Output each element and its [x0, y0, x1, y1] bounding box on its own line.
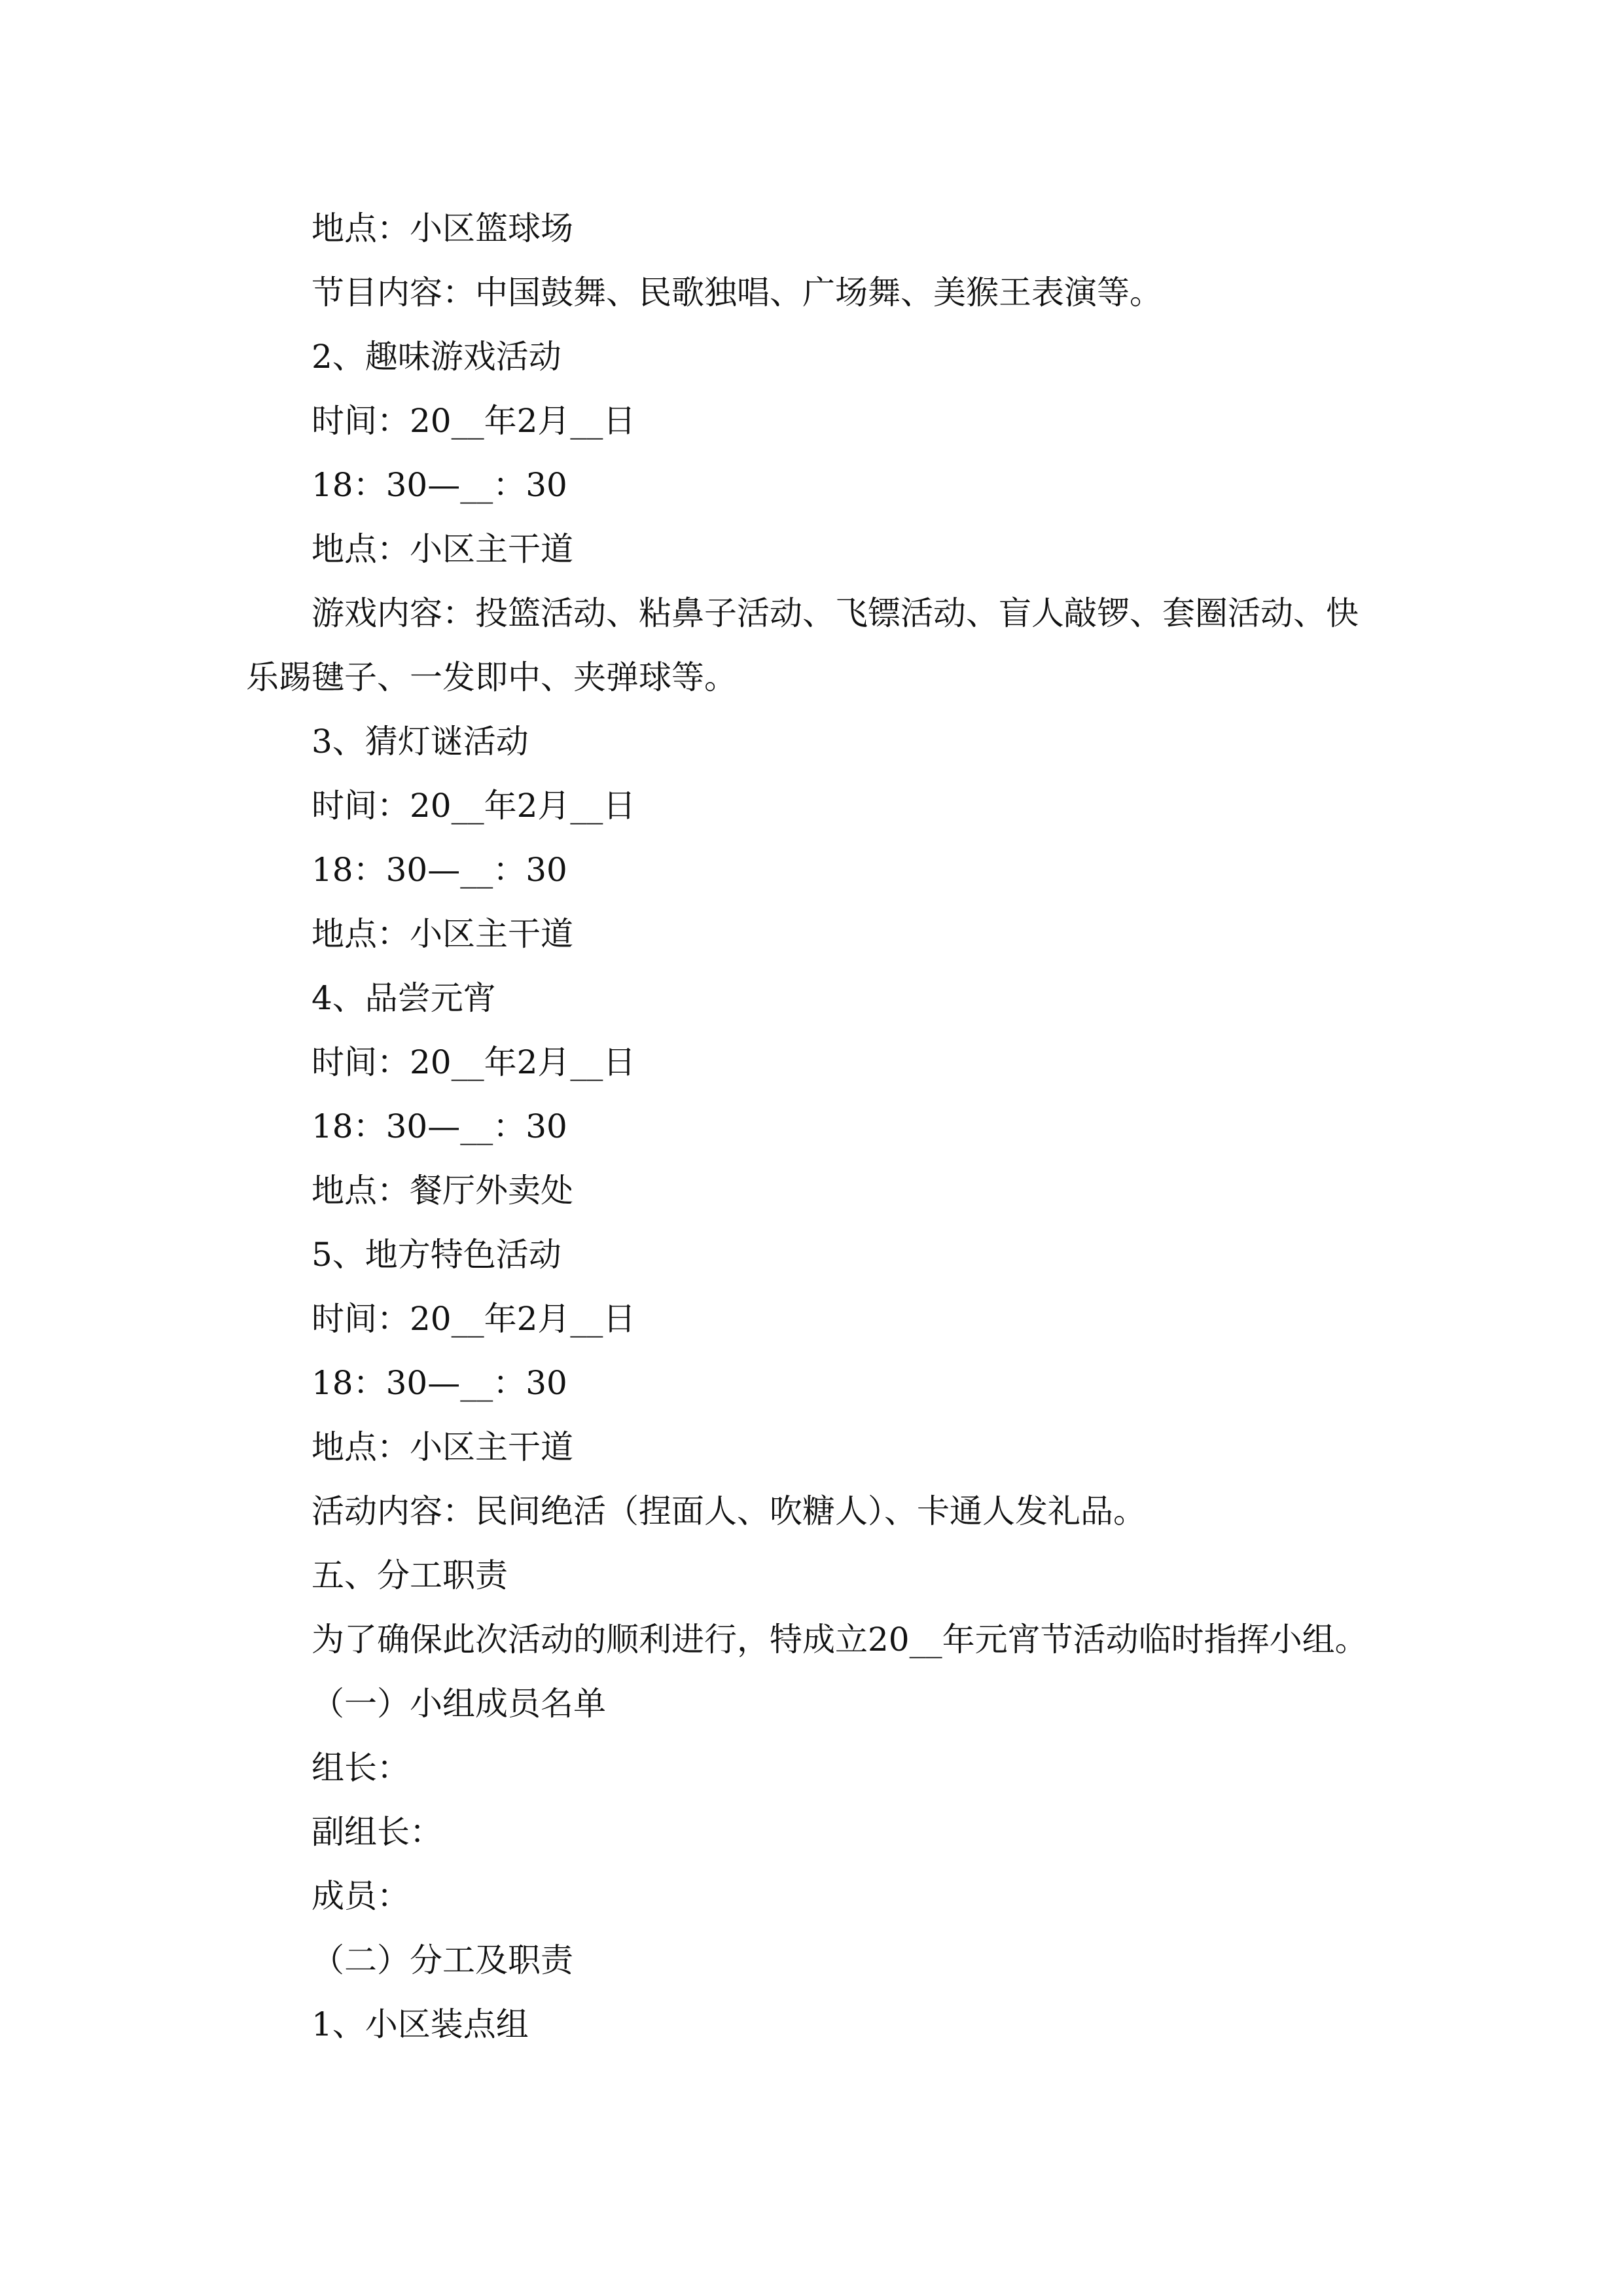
venue-line: 地点：餐厅外卖处: [312, 1172, 573, 1210]
time-line: 时间：20__年2月__日: [312, 787, 636, 825]
members-line: 成员：: [312, 1877, 410, 1915]
document-body: [246, 196, 1375, 2056]
venue-line: 地点：小区篮球场: [312, 209, 573, 247]
time-line: 时间：20__年2月__日: [312, 1043, 636, 1081]
time-range-line: 18：30—__：30: [312, 851, 567, 889]
venue-line: 地点：小区主干道: [312, 1428, 573, 1466]
subsection-heading: （二）分工及职责: [312, 1941, 573, 1979]
section-heading: 1、小区装点组: [312, 2005, 529, 2043]
venue-line: 地点：小区主干道: [312, 530, 573, 568]
section-heading: 3、猜灯谜活动: [312, 723, 529, 761]
section-heading: 4、品尝元宵: [312, 979, 496, 1017]
deputy-leader-line: 副组长：: [312, 1813, 442, 1851]
time-range-line: 18：30—__：30: [312, 1364, 567, 1402]
time-range-line: 18：30—__：30: [312, 466, 567, 504]
section-heading: 2、趣味游戏活动: [312, 338, 562, 376]
time-line: 时间：20__年2月__日: [312, 1300, 636, 1338]
chapter-heading: 五、分工职责: [312, 1556, 508, 1594]
section-heading: 5、地方特色活动: [312, 1236, 562, 1274]
program-content-line: 节目内容：中国鼓舞、民歌独唱、广场舞、美猴王表演等。: [312, 274, 1162, 312]
subsection-heading: （一）小组成员名单: [312, 1685, 606, 1723]
venue-line: 地点：小区主干道: [312, 915, 573, 953]
activity-content-line: 活动内容：民间绝活（捏面人、吹糖人）、卡通人发礼品。: [312, 1492, 1146, 1530]
intro-line: 为了确保此次活动的顺利进行，特成立20__年元宵节活动临时指挥小组。: [312, 1621, 1368, 1659]
game-content-paragraph: 游戏内容：投篮活动、粘鼻子活动、飞镖活动、盲人敲锣、套圈活动、快乐踢毽子、一发即中、夹弹球等。: [246, 594, 1359, 696]
time-range-line: 18：30—__：30: [312, 1107, 567, 1145]
leader-line: 组长：: [312, 1749, 410, 1787]
time-line: 时间：20__年2月__日: [312, 402, 636, 440]
